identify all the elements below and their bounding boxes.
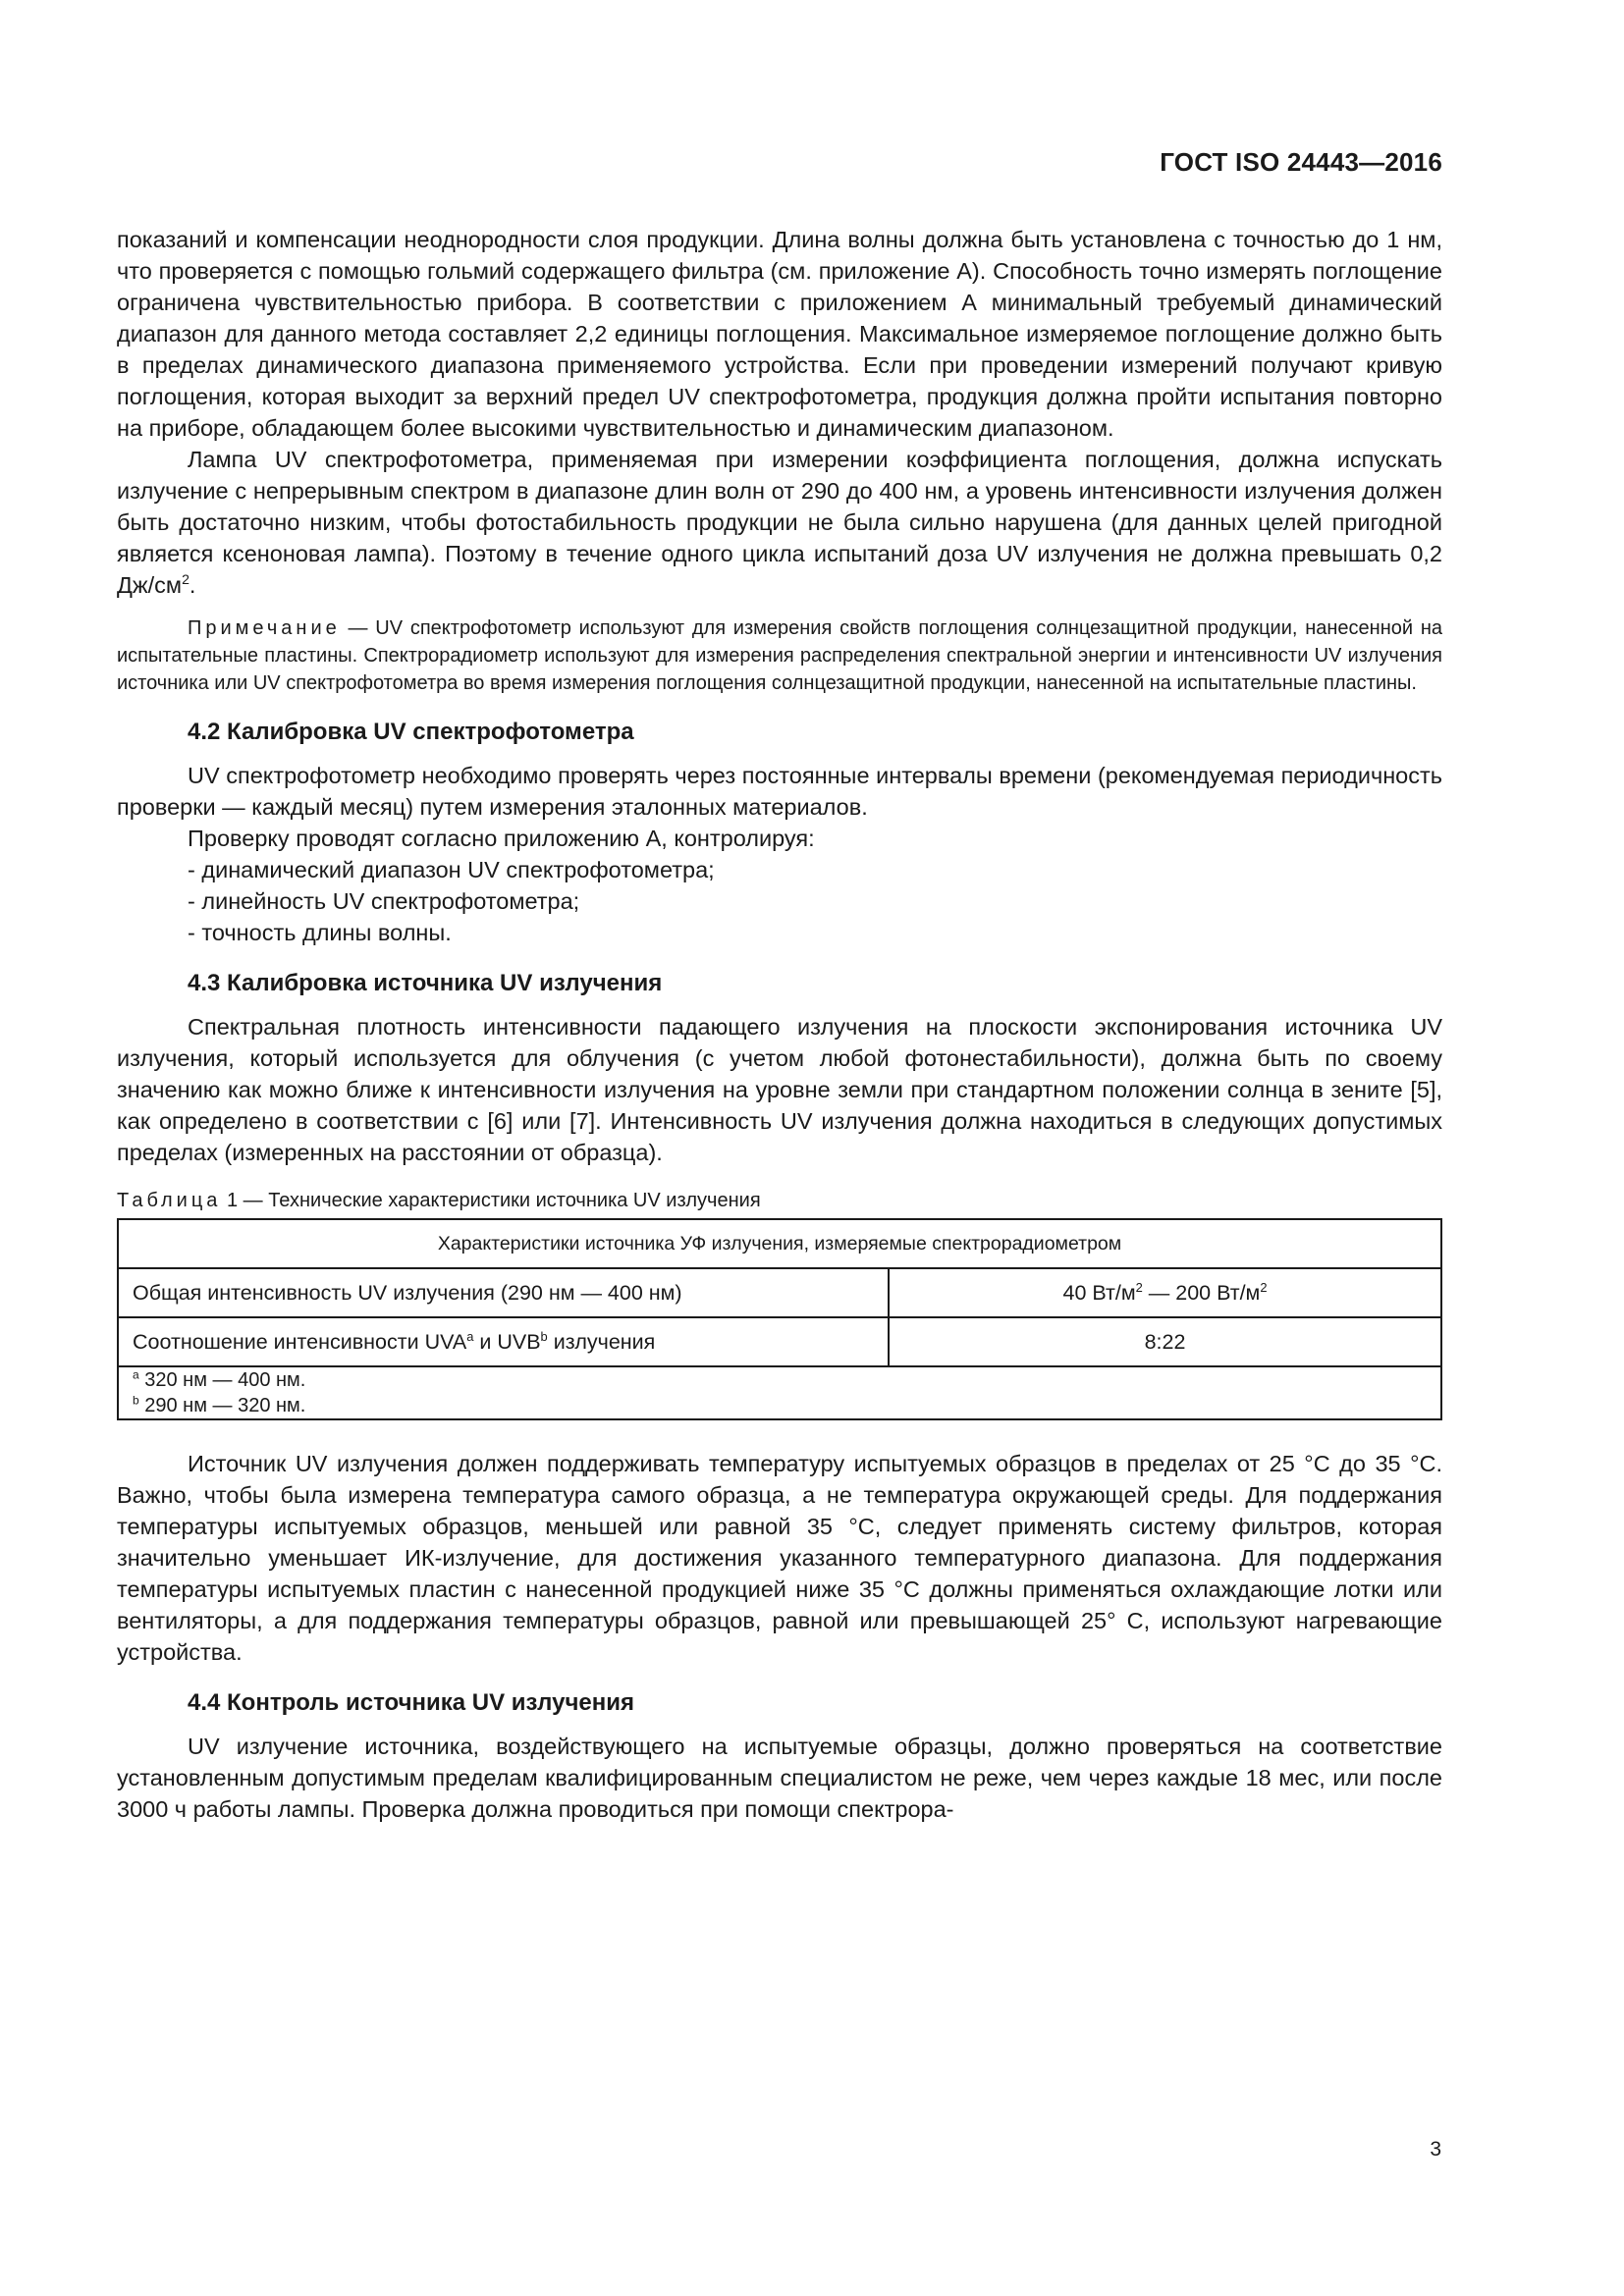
superscript: b (540, 1328, 548, 1344)
footnote-b (133, 1393, 1427, 1418)
section-4-4-paragraph-1: UV излучение источника, воздействующего на испытуемые образцы, должно проверяться на соответствие установленным допустимым пределам квалифицированным специалистом не реже, чем через каждые 18 мес, или после 3000 ч работы лампы. Проверка должна проводиться при помощи спектрора- (117, 1734, 1442, 1822)
table-footnotes (118, 1366, 1441, 1419)
footnote-a (133, 1367, 1427, 1393)
list-item: - линейность UV спектрофотометра; (188, 888, 580, 914)
intro-paragraph-2 (117, 444, 1442, 601)
table-row (118, 1317, 1441, 1366)
superscript: 2 (1135, 1279, 1143, 1295)
intro-paragraph-1: показаний и компенсации неоднородности слоя продукции. Длина волны должна быть установлена с точностью до 1 нм, что проверяется с помощью гольмий содержащего фильтра (см. приложение А). Способность точно измерять поглощение ограничена чувствительностью прибора. В соответствии с приложением А минимальный требуемый динамический диапазон для данного метода составляет 2,2 единицы поглощения. Максимальное измеряемое поглощение должно быть в пределах динамического диапазона применяемого устройства. Если при проведении измерений получают кривую поглощения, которая выходит за верхний предел UV спектрофотометра, продукция должна пройти испытания повторно на приборе, обладающем более высокими чувствительностью и динамическим диапазоном. (117, 227, 1442, 441)
document-code: ГОСТ ISO 24443—2016 (1160, 147, 1442, 177)
table-title: 1 — Технические характеристики источника UV излучения (221, 1190, 761, 1211)
superscript: 2 (1260, 1279, 1268, 1295)
value-part: 40 Вт/м (1062, 1280, 1136, 1305)
table-label: Таблица (117, 1190, 222, 1211)
list-item: - динамический диапазон UV спектрофотометра; (188, 857, 715, 882)
page-content (117, 224, 1442, 1825)
superscript: 2 (182, 571, 189, 588)
intro-paragraph-2-text: Лампа UV спектрофотометра, применяемая при измерении коэффициента поглощения, должна испускать излучение с непрерывным спектром в диапазоне длин волн от 290 до 400 нм, а уровень интенсивности излучения должен быть достаточно низким, чтобы фотостабильность продукции не была сильно нарушена (для данных целей пригодной является ксеноновая лампа). Поэтому в течение одного цикла испытаний доза UV излучения не должна превышать 0,2 Дж/см (117, 447, 1442, 598)
spec-table (117, 1218, 1442, 1420)
table-cell-value (889, 1268, 1441, 1317)
table-header-row (118, 1219, 1441, 1268)
table-footnote-row (118, 1366, 1441, 1419)
section-4-4-heading: 4.4 Контроль источника UV излучения (188, 1689, 634, 1716)
note-text: — UV спектрофотометр используют для измерения свойств поглощения солнцезащитной продукции, нанесенной на испытательные пластины. Спектрорадиометр используют для измерения распределения спектральной энергии и интенсивности UV излучения источника или UV спектрофотометра во время измерения поглощения солнцезащитной продукции, нанесенной на испытательные пластины. (117, 617, 1442, 694)
section-4-3-paragraph-2: Источник UV излучения должен поддерживать температуру испытуемых образцов в пределах от 25 °С до 35 °С. Важно, чтобы была измерена температура самого образца, а не температура окружающей среды. Для поддержания температуры испытуемых образцов, меньшей или равной 35 °С, следует применять систему фильтров, которая значительно уменьшает ИК-излучение, для достижения указанного температурного диапазона. Для поддержания температуры испытуемых пластин с нанесенной продукцией ниже 35 °С должны применяться охлаждающие лотки или вентиляторы, а для поддержания температуры образцов, равной или превышающей 25° С, используют нагревающие устройства. (117, 1451, 1442, 1665)
label-part: излучения (547, 1329, 656, 1354)
footnote-mark: b (133, 1393, 139, 1408)
note (117, 614, 1442, 697)
label-part: и UVB (473, 1329, 541, 1354)
page-number: 3 (1430, 2138, 1441, 2161)
note-label: Примечание (188, 617, 341, 639)
table-cell-value: 8:22 (889, 1317, 1441, 1366)
table-cell-label: Общая интенсивность UV излучения (290 нм — 400 нм) (118, 1268, 889, 1317)
footnote-text: 290 нм — 320 нм. (138, 1395, 306, 1416)
list-item: - точность длины волны. (188, 920, 452, 945)
table-header-cell: Характеристики источника УФ излучения, измеряемые спектрорадиометром (118, 1219, 1441, 1268)
footnote-mark: a (133, 1367, 139, 1382)
table-cell-label (118, 1317, 889, 1366)
section-4-2-paragraph-2: Проверку проводят согласно приложению А, контролируя: (188, 826, 815, 851)
section-4-2-heading: 4.2 Калибровка UV спектрофотометра (188, 719, 634, 745)
section-4-2-paragraph-1: UV спектрофотометр необходимо проверять через постоянные интервалы времени (рекомендуемая периодичность проверки — каждый месяц) путем измерения эталонных материалов. (117, 763, 1442, 820)
section-4-3-heading: 4.3 Калибровка источника UV излучения (188, 970, 663, 996)
section-4-3-paragraph-1: Спектральная плотность интенсивности падающего излучения на плоскости экспонирования источника UV излучения, который используется для облучения (с учетом любой фотонестабильности), должна быть по своему значению как можно ближе к интенсивности излучения на уровне земли при стандартном положении солнца в зените [5], как определено в соответствии с [6] или [7]. Интенсивность UV излучения должна находиться в следующих допустимых пределах (измеренных на расстоянии от образца). (117, 1014, 1442, 1165)
intro-paragraph-2-end: . (189, 572, 196, 598)
value-part: — 200 Вт/м (1142, 1280, 1261, 1305)
label-part: Соотношение интенсивности UVA (133, 1329, 467, 1354)
table-row (118, 1268, 1441, 1317)
table-caption (117, 1190, 1442, 1212)
superscript: a (466, 1328, 474, 1344)
footnote-text: 320 нм — 400 нм. (138, 1369, 306, 1391)
